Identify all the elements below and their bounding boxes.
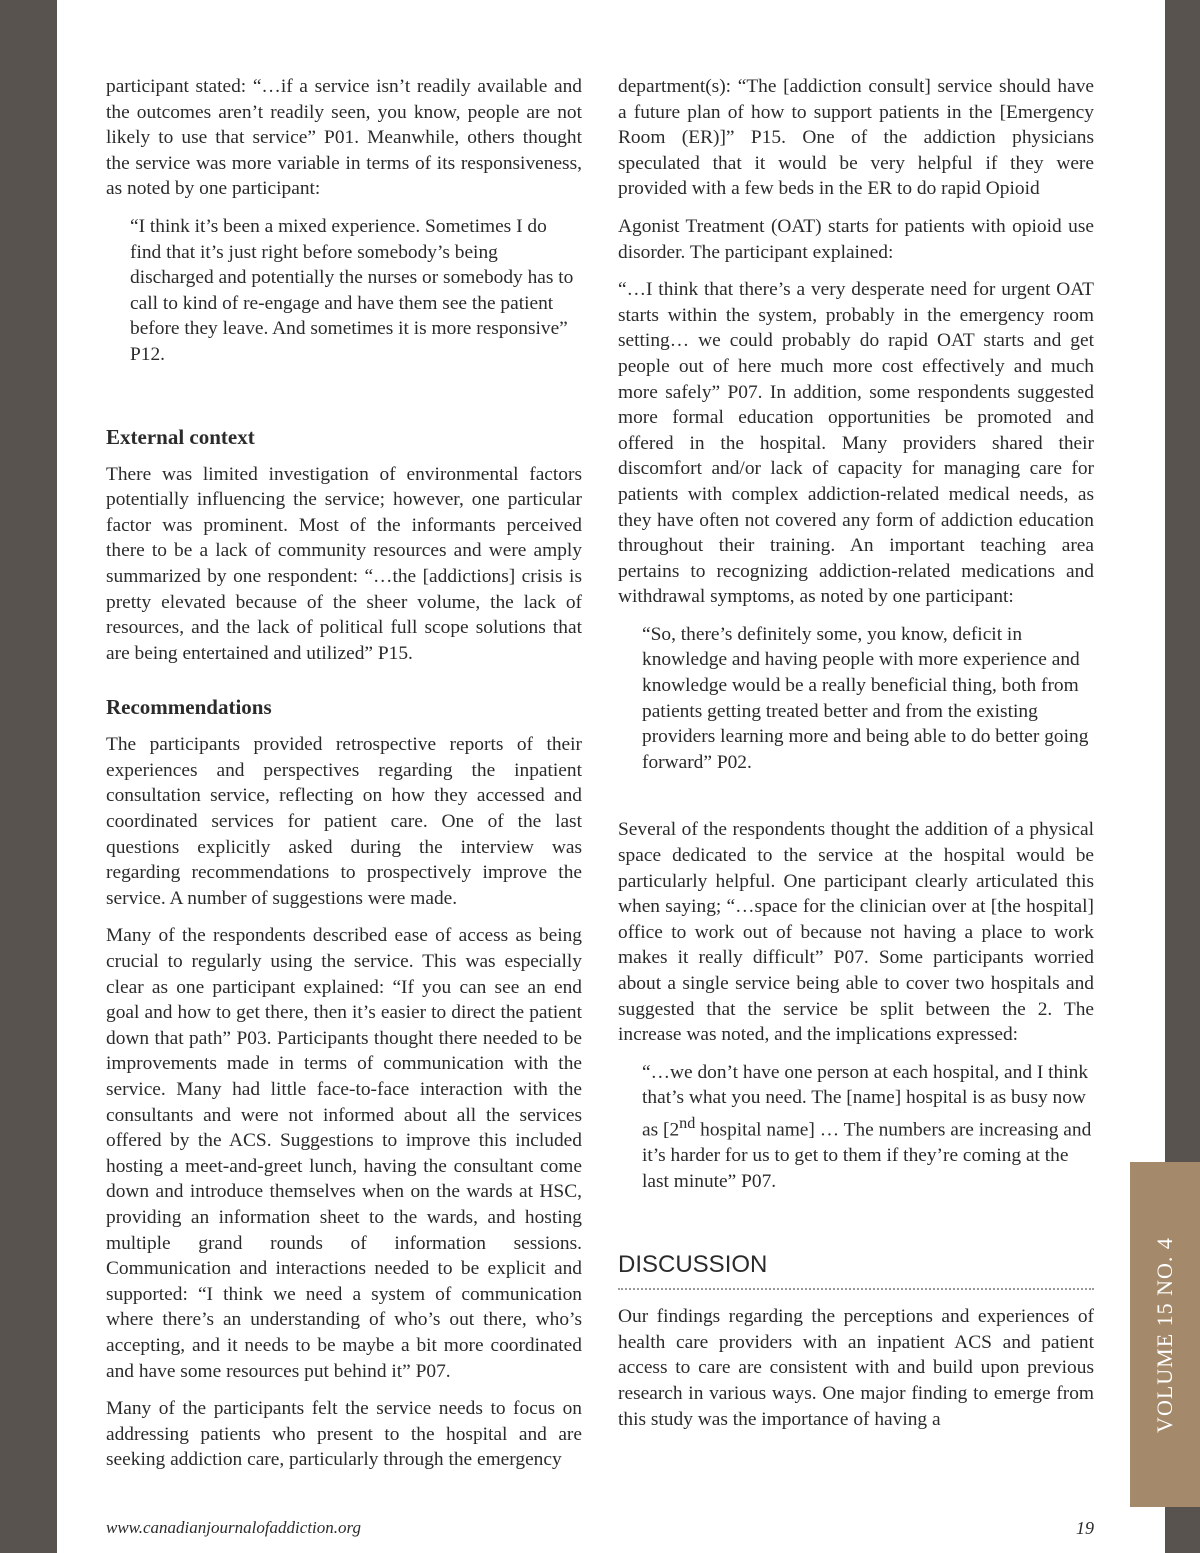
left-column <box>106 74 582 1485</box>
paragraph: Agonist Treatment (OAT) starts for patients with opioid use disorder. The participant explained: <box>618 215 1094 263</box>
section-heading-external-context: External context <box>106 424 255 449</box>
paragraph: Our findings regarding the perceptions and experiences of health care providers with an inpatient ACS and patient access to care are consistent with and build upon previous research in various ways. One major finding to emerge from this study was the importance of having a <box>618 1306 1094 1430</box>
paragraph: There was limited investigation of environmental factors potentially influencing the service; however, one particular factor was prominent. Most of the informants perceived there to be a lack of community resources and were amply summarized by one respondent: “…the [addictions] crisis is pretty elevated because of the sheer volume, the lack of resources, and the lack of political full scope solutions that are being entertained and utilized” P15. <box>106 463 582 664</box>
paragraph: Many of the respondents described ease of access as being crucial to regularly using the service. This was especially clear as one participant explained: “If you can see an end goal and how to get there, then it’s easier to direct the patient down that path” P03. Participants thought there needed to be improvements made in terms of communication with the service. Many had little face-to-face interaction with the consultants and were not informed about all the services offered by the ACS. Suggestions to improve this included hosting a meet-and-greet lunch, having the consultant come down and introduce themselves when on the wards at HSC, providing an information sheet to the wards, and hosting multiple grand rounds of information sessions. Communication and interactions needed to be explicit and supported: “I think we need a system of communication where there’s an understanding of who’s out there, who’s accepting, and it needs to be maybe a bit more coordinated and have some resources put behind it” P07. <box>106 925 582 1382</box>
section-heading-discussion: DISCUSSION <box>618 1251 768 1279</box>
quote-text: “…we don’t have one person at each hospital, and I think that’s what you need. The [name] hospital is as busy now as [2 <box>642 1061 1089 1141</box>
quote-text: hospital name] … The numbers are increasing and it’s harder for us to get to them if they’re coming at the last minute” P07. <box>642 1119 1092 1192</box>
section-heading-recommendations: Recommendations <box>106 695 272 720</box>
journal-url: www.canadianjournalofaddiction.org <box>106 1518 362 1537</box>
paragraph: participant stated: “…if a service isn’t readily available and the outcomes aren’t readily seen, you know, people are not likely to use that service” P01. Meanwhile, others thought the service was more variable in terms of its responsiveness, as noted by one participant: <box>106 76 582 200</box>
superscript: nd <box>679 1114 696 1132</box>
paragraph: Many of the participants felt the service needs to focus on addressing patients who present to the hospital and are seeking addiction care, particularly through the emergency <box>106 1398 582 1471</box>
paragraph: Several of the respondents thought the addition of a physical space dedicated to the service at the hospital would be particularly helpful. One participant clearly articulated this when saying; “…space for the clinician over at [the hospital] office to work out of because not having a place to work makes it really difficult” P07. Some participants worried about a single service being able to cover two hospitals and suggested that the service be split between the 2. The increase was noted, and the implications expressed: <box>618 819 1094 1046</box>
paragraph: department(s): “The [addiction consult] service should have a future plan of how to support patients in the [Emergency Room (ER)]” P15. One of the addiction physicians speculated that it would be very helpful if they were provided with a few beds in the ER to do rapid Opioid <box>618 76 1094 200</box>
block-quote: “I think it’s been a mixed experience. Sometimes I do find that it’s just right before somebody’s being discharged and potentially the nurses or somebody has to call to kind of re-engage and have them see the patient before they leave. And sometimes it is more responsive” P12. <box>130 215 574 365</box>
block-quote: “So, there’s definitely some, you know, deficit in knowledge and having people with more experience and knowledge would be a really beneficial thing, both from patients getting treated better and from the existing providers learning more and being able to do better going forward” P02. <box>642 623 1089 773</box>
paragraph: “…I think that there’s a very desperate need for urgent OAT starts within the system, probably in the emergency room setting… we could probably do rapid OAT starts and get people out of here much more cost effectively and much more safely” P07. In addition, some respondents suggested more formal education opportunities be promoted and offered in the hospital. Many providers shared their discomfort and/or lack of capacity for managing care for patients with complex addiction-related medical needs, as they have often not covered any form of addiction education throughout their training. An important teaching area pertains to recognizing addiction-related medications and withdrawal symptoms, as noted by one participant: <box>618 279 1094 608</box>
dotted-divider <box>618 1288 1094 1290</box>
paragraph: The participants provided retrospective reports of their experiences and perspectives regarding the inpatient consultation service, reflecting on how they accessed and coordinated services for patient care. One of the last questions explicitly asked during the interview was regarding recommendations to prospectively improve the service. A number of suggestions were made. <box>106 734 582 909</box>
right-column <box>618 74 1094 1444</box>
block-quote <box>642 1060 1094 1194</box>
page-number: 19 <box>1076 1518 1094 1538</box>
volume-label: VOLUME 15 NO. 4 <box>1152 1237 1177 1433</box>
